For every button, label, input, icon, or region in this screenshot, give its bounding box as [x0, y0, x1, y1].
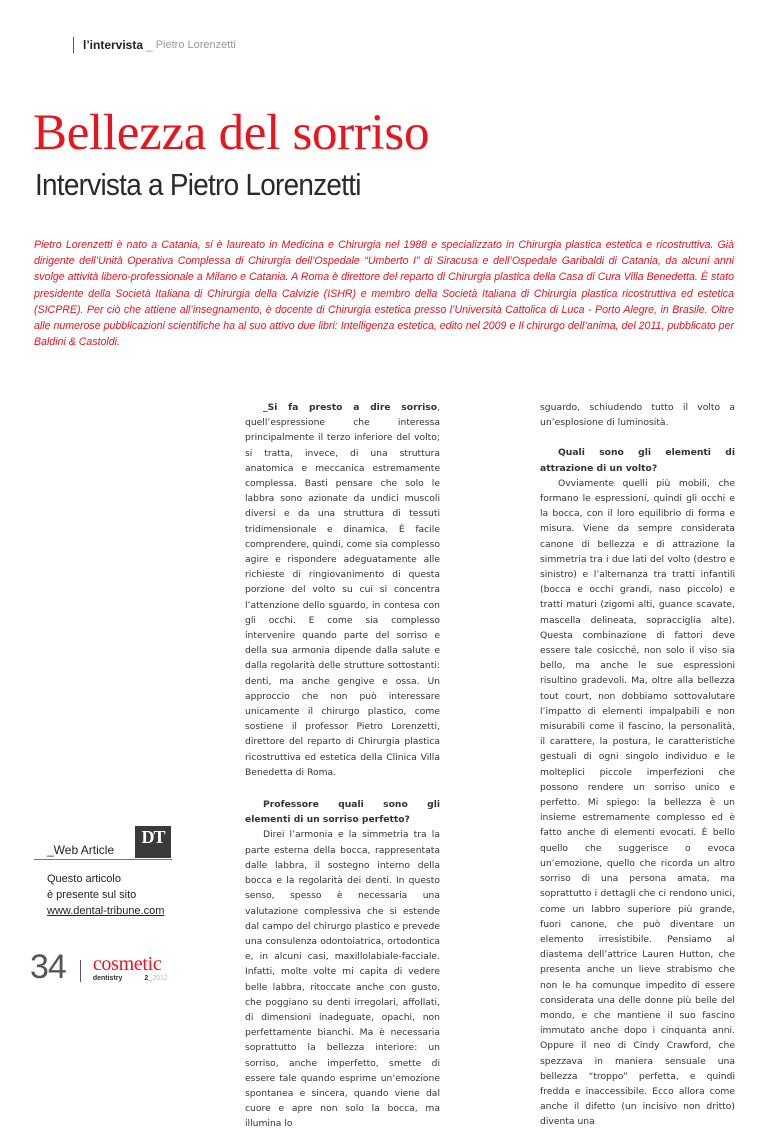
- article-column-2: [540, 400, 735, 1130]
- lead-paragraph: [245, 400, 440, 780]
- web-article-link[interactable]: www.dental-tribune.com: [47, 905, 165, 917]
- header-divider: [73, 37, 74, 53]
- web-article-divider: [34, 859, 172, 860]
- brand-cosmetic: cosmetic: [92, 953, 162, 975]
- question-1: Professore quali sono gli elementi di un sorriso perfetto?: [245, 799, 440, 826]
- dental-tribune-logo: DT: [135, 826, 171, 858]
- brand-sub: dentistry: [92, 975, 123, 982]
- page-footer: [30, 946, 168, 986]
- answer-1: Direi l’armonia e la simmetria tra la parte esterna della bocca, rappresentata dalle labbra, il sostegno interno della bocca e la regolarità dei denti. In questo senso, spesso è necessaria una valutazione complessiva che si estende dal campo del chirurgo plastico e prevede una consulenza odontoiatrica, ortodontica e, in alcuni casi, maxillolabiale-facciale. Infatti, molte volte mi capita di vedere belle labbra, ritoccate anche con gusto, che poggiano su denti irregolari, affollati, di dimensioni inadeguate, opachi, non perfettamente bianchi. Ma è necessaria soprattutto la bellezza interiore: un sorriso, anche imperfetto, smette di essere tale quando esprime un’emozione spontanea e sincera, quando viene dal cuore e apre non solo la bocca, ma illumina lo: [245, 829, 440, 1130]
- issue-year: 2012: [152, 975, 168, 982]
- brand-dentistry: [93, 975, 168, 982]
- web-article-text: [47, 871, 197, 919]
- web-article-line-1: Questo articolo: [47, 873, 121, 885]
- issue-label: 2_: [144, 975, 153, 982]
- issue-number: [144, 975, 167, 982]
- article-title: Bellezza del sorriso: [33, 105, 430, 161]
- lead-bold: _Si fa presto a dire sorriso: [263, 402, 438, 413]
- magazine-brand: [93, 954, 168, 982]
- intro-bio: Pietro Lorenzetti è nato a Catania, si è laureato in Medicina e Chirurgia nel 1988 e specializzato in Chirurgia plastica estetica e ricostruttiva. Già dirigente dell’Unità Operativa Complessa di Chirurgia dell’Ospedale “Umberto I” di Siracusa e dell’Ospedale Garibaldi di Catania, da alcuni anni svolge attività libero-professionale a Milano e Catania. A Roma è direttore del reparto di Chirurgia plastica della Casa di Cura Villa Benedetta. È stato presidente della Società Italiana di Chirurgia della Calvizie (ISHR) e membro della Società Italiana di Chirurgia plastica ricostruttiva ed estetica (SICPRE). Per ciò che attiene all’insegnamento, è docente di Chirurgia estetica presso l’Università Cattolica di Luca - Porto Alegre, in Brasile. Oltre alle numerose pubblicazioni scientifiche ha al suo attivo due libri: Intelligenza estetica, edito nel 2009 e Il chirurgo dell’anima, del 2011, pubblicato per Baldini & Castoldi.: [34, 239, 734, 349]
- question-2: Quali sono gli elementi di attrazione di un volto?: [540, 447, 735, 474]
- web-article-line-2: è presente sul sito: [47, 889, 137, 901]
- footer-divider: [80, 960, 81, 982]
- answer-2: Ovviamente quelli più mobili, che formano le espressioni, quindi gli occhi e la bocca, con il loro equilibrio di forma e misura. Viene da sempre considerata canone di bellezza e di attrazione la simmetria tra i due lati del volto (destro e sinistro) e l’alternanza tra tratti infantili (bocca e occhi grandi, naso piccolo) e tratti maturi (zigomi alti, guance scavate, mascella delineata, sopracciglia alte). Questa combinazione di fattori deve essere tale cosicché, non solo il viso sia bello, ma anche le sue espressioni risultino gradevoli. Ma, oltre alla bellezza tout court, non dobbiamo sottovalutare l’impatto di elementi impalpabili e non misurabili come il fascino, la personalità, il carattere, la postura, le caratteristiche gestuali di ogni singolo individuo e le molteplici piccole imperfezioni che possono rendere un sorriso unico e perfetto. Mi spiego: la bellezza è un insieme estremamente complesso ed è fatto anche di elementi evocati. È bello quello che suggerisce o evoca un’emozione, quello che ricorda un altro sorriso di una persona amata, ma soprattutto i dettagli che ci rendono unici, come un labbro superiore più grande, fuori canone, che può diventare un elemento irresistibile. Pensiamo al diastema dell’attrice Lauren Hutton, che presenta anche un lieve strabismo che non le ha comunque impedito di essere considerata una delle donne più belle del mondo, e che mantiene il suo fascino immutato anche dopo i cinquanta anni. Oppure il neo di Cindy Crawford, che spezzava in maniera sensuale una bellezza “troppo” perfetta, e quindi fredda e inaccessibile. Ecco allora come anche il difetto (un incisivo non dritto) diventa una: [540, 477, 735, 1128]
- article-subtitle: Intervista a Pietro Lorenzetti: [35, 167, 361, 202]
- running-header: [73, 36, 236, 54]
- header-author: Pietro Lorenzetti: [155, 39, 236, 51]
- page-number: 34: [30, 948, 66, 986]
- web-article-title: _Web Article: [47, 843, 115, 857]
- answer-1-continued: sguardo, schiudendo tutto il volto a un’esplosione di luminosità.: [540, 402, 735, 429]
- article-column-1: [245, 400, 440, 1132]
- section-label: l’intervista: [83, 38, 144, 52]
- lead-text: , quell’espressione che interessa principalmente il terzo inferiore del volto; si tratta, invece, di una struttura anatomica e meccanica estremamente complessa. Basti pensare che solo le labbra sono azionate da undici muscoli diversi e da una struttura di tessuti tridimensionale e dinamica. È facile comprendere, quindi, come sia complesso agire e rispondere adeguatamente alle richieste di ringiovanimento di questa porzione del volto su cui si concentra l’attenzione dello sguardo, in contesa con gli occhi. E come sia complesso intervenire quando parte del sorriso e della sua armonia dipende dalla salute e dalla regolarità delle strutture sottostanti: denti, ma anche gengive e ossa. Un approccio che non può interessare unicamente il chirurgo plastico, come sostiene il professor Pietro Lorenzetti, direttore del reparto di Chirurgia plastica ricostruttiva ed estetica della Clinica Villa Benedetta di Roma.: [245, 402, 440, 778]
- header-separator: _: [146, 38, 153, 52]
